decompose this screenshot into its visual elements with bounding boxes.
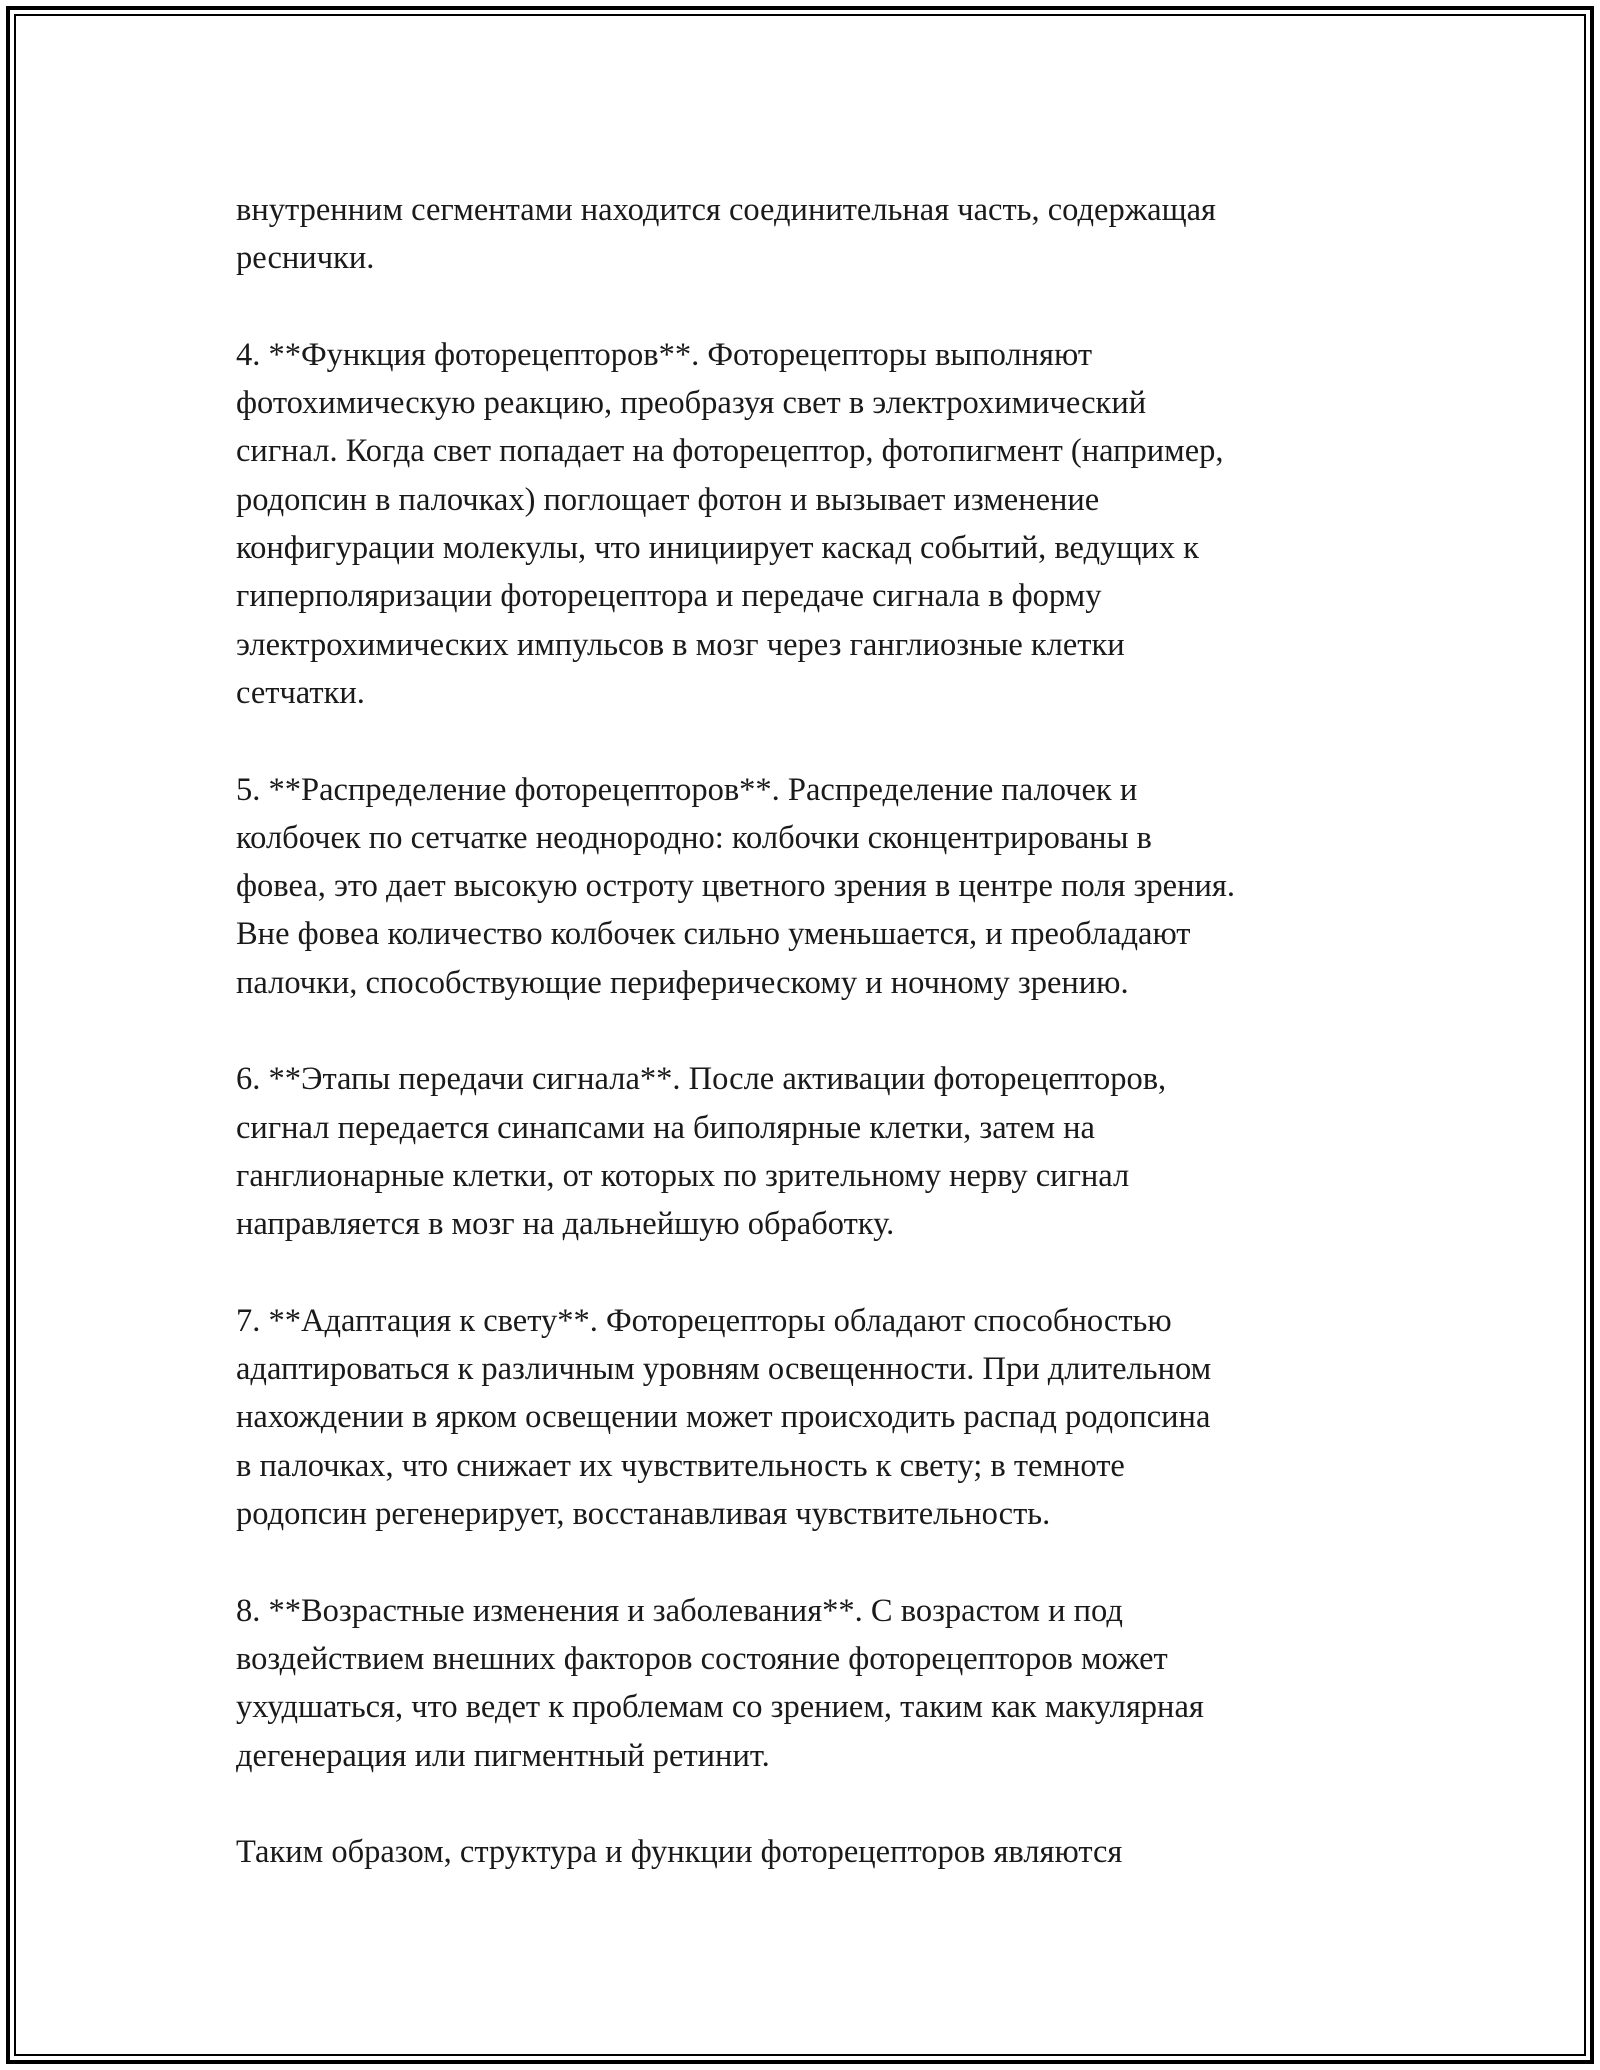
text-line: фовеа, это дает высокую остроту цветного зрения в центре поля зрения. <box>236 868 1235 905</box>
paragraph-spacer <box>236 1538 1386 1586</box>
text-line: внутренним сегментами находится соединительная часть, содержащая <box>236 192 1216 228</box>
text-line: направляется в мозг на дальнейшую обработку. <box>236 1206 895 1243</box>
text-line: Вне фовеа количество колбочек сильно уменьшается, и преобладают <box>236 916 1191 953</box>
paragraph-signal-transmission <box>236 1055 1386 1248</box>
text-line: конфигурации молекулы, что инициирует каскад событий, ведущих к <box>236 530 1199 567</box>
paragraph-intro-fragment <box>236 186 1386 283</box>
paragraph-age-changes-diseases <box>236 1587 1386 1780</box>
paragraph-light-adaptation <box>236 1297 1386 1538</box>
text-line: родопсин в палочках) поглощает фотон и вызывает изменение <box>236 481 1100 518</box>
text-line: палочки, способствующие периферическому и ночному зрению. <box>236 964 1129 1001</box>
text-line: 6. **Этапы передачи сигнала**. После активации фоторецепторов, <box>236 1061 1167 1098</box>
paragraph-spacer <box>236 717 1386 765</box>
text-line: сигнал передается синапсами на биполярные клетки, затем на <box>236 1109 1095 1146</box>
paragraph-conclusion <box>236 1828 1386 1876</box>
text-line: адаптироваться к различным уровням освещенности. При длительном <box>236 1351 1212 1388</box>
text-line: 7. **Адаптация к свету**. Фоторецепторы обладают способностью <box>236 1302 1172 1339</box>
text-line: 8. **Возрастные изменения и заболевания**. С возрастом и под <box>236 1592 1123 1629</box>
paragraph-spacer <box>236 283 1386 331</box>
paragraph-spacer <box>236 1780 1386 1828</box>
text-line: воздействием внешних факторов состояние фоторецепторов может <box>236 1640 1168 1677</box>
text-line: 5. **Распределение фоторецепторов**. Распределение палочек и <box>236 771 1138 808</box>
text-line: дегенерация или пигментный ретинит. <box>236 1737 770 1774</box>
text-line: 4. **Функция фоторецепторов**. Фоторецепторы выполняют <box>236 336 1093 373</box>
paragraph-spacer <box>236 1249 1386 1297</box>
paragraph-photoreceptor-distribution <box>236 766 1386 1007</box>
document-body <box>236 186 1386 1876</box>
text-line: фотохимическую реакцию, преобразуя свет в электрохимический <box>236 385 1147 422</box>
paragraph-photoreceptor-function <box>236 331 1386 717</box>
paragraph-spacer <box>236 1007 1386 1055</box>
text-line: электрохимических импульсов в мозг через ганглиозные клетки <box>236 626 1125 663</box>
text-line: ганглионарные клетки, от которых по зрительному нерву сигнал <box>236 1157 1130 1194</box>
text-line: родопсин регенерирует, восстанавливая чувствительность. <box>236 1496 1051 1533</box>
text-line: реснички. <box>236 240 375 277</box>
text-line: гиперполяризации фоторецептора и передаче сигнала в форму <box>236 578 1102 615</box>
text-line: ухудшаться, что ведет к проблемам со зрением, таким как макулярная <box>236 1689 1204 1726</box>
text-line: в палочках, что снижает их чувствительность к свету; в темноте <box>236 1447 1125 1484</box>
text-line: сетчатки. <box>236 674 365 711</box>
text-line: сигнал. Когда свет попадает на фоторецептор, фотопигмент (например, <box>236 433 1224 470</box>
text-line: нахождении в ярком освещении может происходить распад родопсина <box>236 1399 1211 1436</box>
text-line: Таким образом, структура и функции фоторецепторов являются <box>236 1834 1123 1871</box>
text-line: колбочек по сетчатке неоднородно: колбочки сконцентрированы в <box>236 819 1152 856</box>
